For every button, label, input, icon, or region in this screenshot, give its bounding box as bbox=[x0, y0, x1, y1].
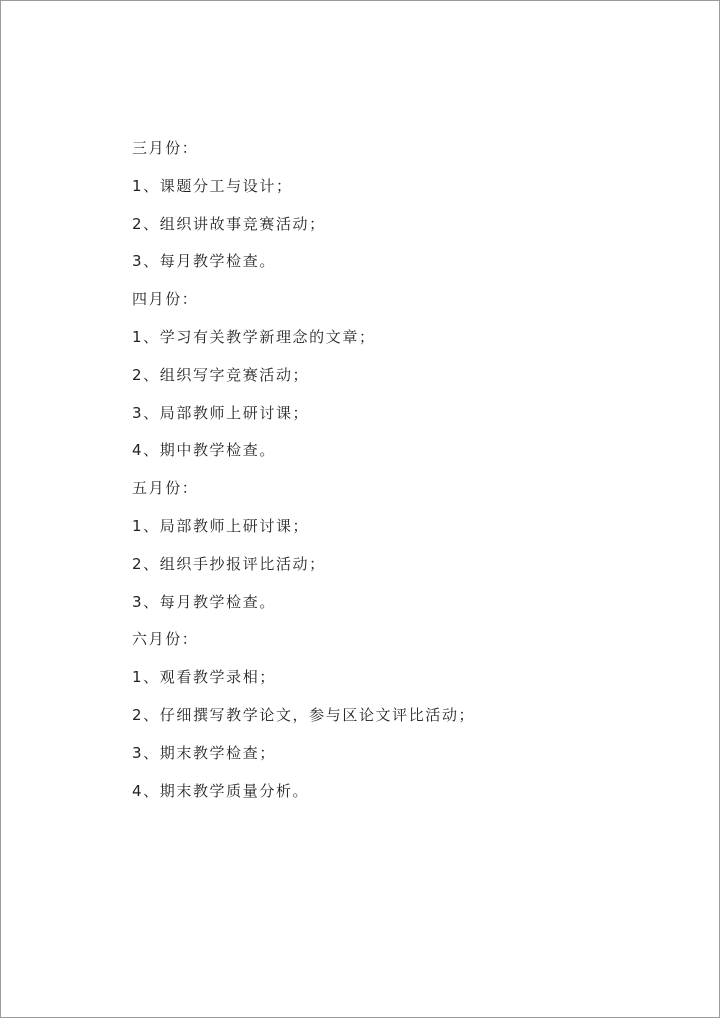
list-item: 2、组织讲故事竞赛活动； bbox=[132, 214, 326, 233]
list-item: 3、期末教学检查； bbox=[132, 743, 276, 762]
list-item: 3、局部教师上研讨课； bbox=[132, 403, 310, 422]
month-heading-may: 五月份： bbox=[132, 479, 199, 498]
month-heading-june: 六月份： bbox=[132, 630, 199, 649]
document-body bbox=[132, 137, 652, 817]
month-heading-march: 三月份： bbox=[132, 139, 199, 157]
list-item: 1、观看教学录相； bbox=[132, 668, 276, 687]
list-item: 3、每月教学检查。 bbox=[132, 592, 276, 611]
list-item: 2、组织写字竞赛活动； bbox=[132, 365, 310, 384]
list-item: 2、仔细撰写教学论文，参与区论文评比活动； bbox=[132, 705, 476, 724]
list-item: 1、学习有关教学新理念的文章； bbox=[132, 327, 376, 346]
list-item: 4、期中教学检查。 bbox=[132, 441, 276, 460]
list-item: 3、每月教学检查。 bbox=[132, 252, 276, 271]
list-item: 4、期末教学质量分析。 bbox=[132, 781, 310, 800]
list-item: 1、局部教师上研讨课； bbox=[132, 516, 310, 535]
list-item: 1、课题分工与设计； bbox=[132, 176, 293, 195]
list-item: 2、组织手抄报评比活动； bbox=[132, 554, 326, 573]
month-heading-april: 四月份： bbox=[132, 290, 199, 309]
